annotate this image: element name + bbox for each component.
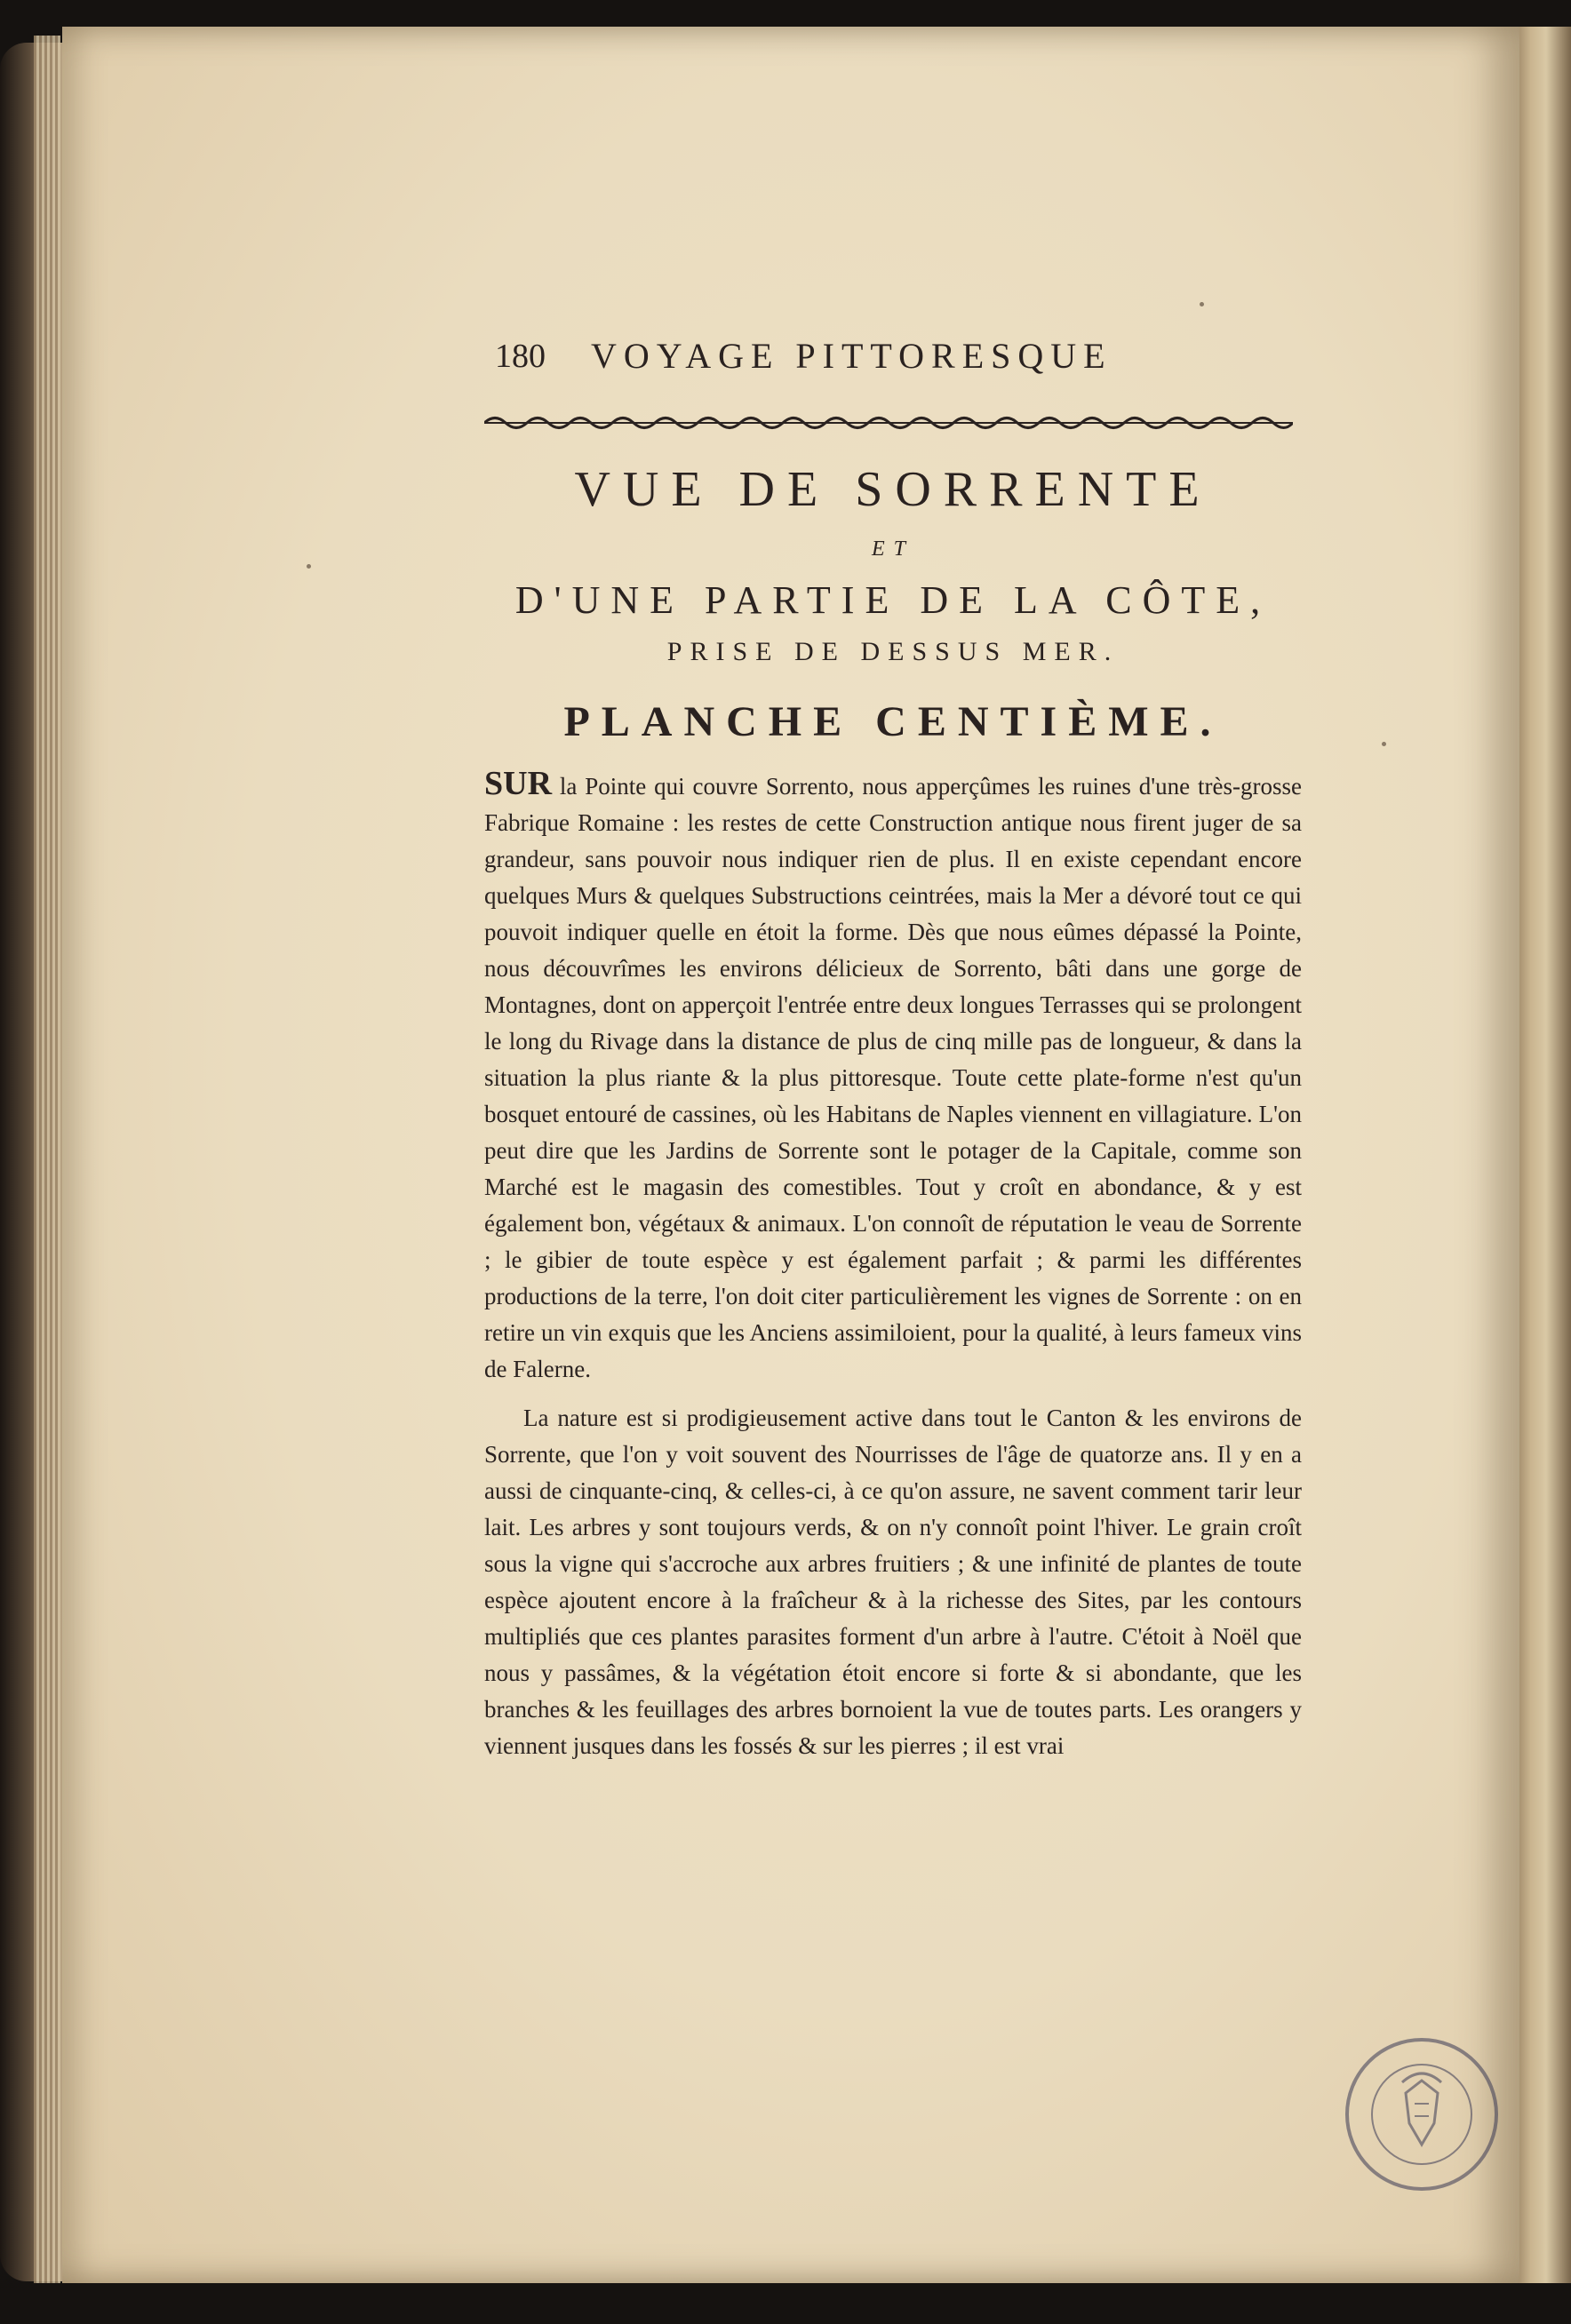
page-stack: [34, 36, 60, 2283]
paragraph-1-text: la Pointe qui couvre Sorrento, nous apperçûmes les ruines d'une très-grosse Fabrique Romaine : les restes de cette Construction antique nous firent juger de sa grandeur, sans pouvoir nous indiquer rien de plus. Il en existe cependant encore quelques Murs & quelques Substructions ceintrées, mais la Mer a dévoré tout ce qui pouvoit indiquer quelle en étoit la forme. Dès que nous eûmes dépassé la Pointe, nous découvrîmes les environs délicieux de Sorrento, bâti dans une gorge de Montagnes, dont on apperçoit l'entrée entre deux longues Terrasses qui se prolongent le long du Rivage dans la distance de plus de cinq mille pas de longueur, & dans la situation la plus riante & la plus pittoresque. Toute cette plate-forme n'est qu'un bosquet entouré de cassines, où les Habitans de Naples viennent en villagiature. L'on peut dire que les Jardins de Sorrente sont le potager de la Capitale, comme son Marché est le magasin des comestibles. Tout y croît en abondance, & y est également bon, végétaux & animaux. L'on connoît de réputation le veau de Sorrente ; le gibier de toute espèce y est également parfait ; & parmi les différentes productions de la terre, l'on doit citer particulièrement les vignes de Sorrente : on en retire un vin exquis que les Anciens assimiloient, pour la qualité, à leurs fameux vins de Falerne.: [484, 773, 1302, 1382]
library-stamp: [1342, 2034, 1502, 2194]
title-main: VUE DE SORRENTE: [574, 462, 1212, 517]
plate-title: PLANCHE CENTIÈME.: [563, 698, 1223, 745]
page-number: 180: [495, 338, 546, 375]
title-sub2: PRISE DE DESSUS MER.: [666, 637, 1120, 666]
title-sub1: D'UNE PARTIE DE LA CÔTE,: [514, 578, 1272, 622]
ornamental-rule: [484, 413, 1293, 433]
paragraph-1: [484, 766, 1302, 1388]
running-head: [484, 324, 1302, 378]
text-block: [484, 324, 1302, 1764]
paper-speck: [307, 564, 311, 569]
running-title: VOYAGE PITTORESQUE: [591, 336, 1112, 376]
paper-speck: [1200, 302, 1204, 306]
paper-speck: [1382, 742, 1386, 746]
title-et: ET: [871, 537, 914, 561]
drop-cap: SUR: [484, 765, 553, 802]
paragraph-2: La nature est si prodigieusement active dans tout le Canton & les environs de Sorrente, que l'on y voit souvent des Nourrisses de l'âge de quatorze ans. Il y en a aussi de cinquante-cinq, & celles-ci, à ce qu'on assure, ne savent comment tarir leur lait. Les arbres y sont toujours verds, & on n'y connoît point l'hiver. Le grain croît sous la vigne qui s'accroche aux arbres fruitiers ; & une infinité de plantes de toute espèce ajoutent encore à la fraîcheur & à la richesse des Sites, par les contours multipliés que ces plantes parasites forment d'un arbre à l'autre. C'étoit à Noël que nous y passâmes, & la végétation étoit encore si forte & si abondante, que les branches & les feuillages des arbres bornoient la vue de toutes parts. Les orangers y viennent jusques dans les fossés & sur les pierres ; il est vrai: [484, 1405, 1302, 1759]
